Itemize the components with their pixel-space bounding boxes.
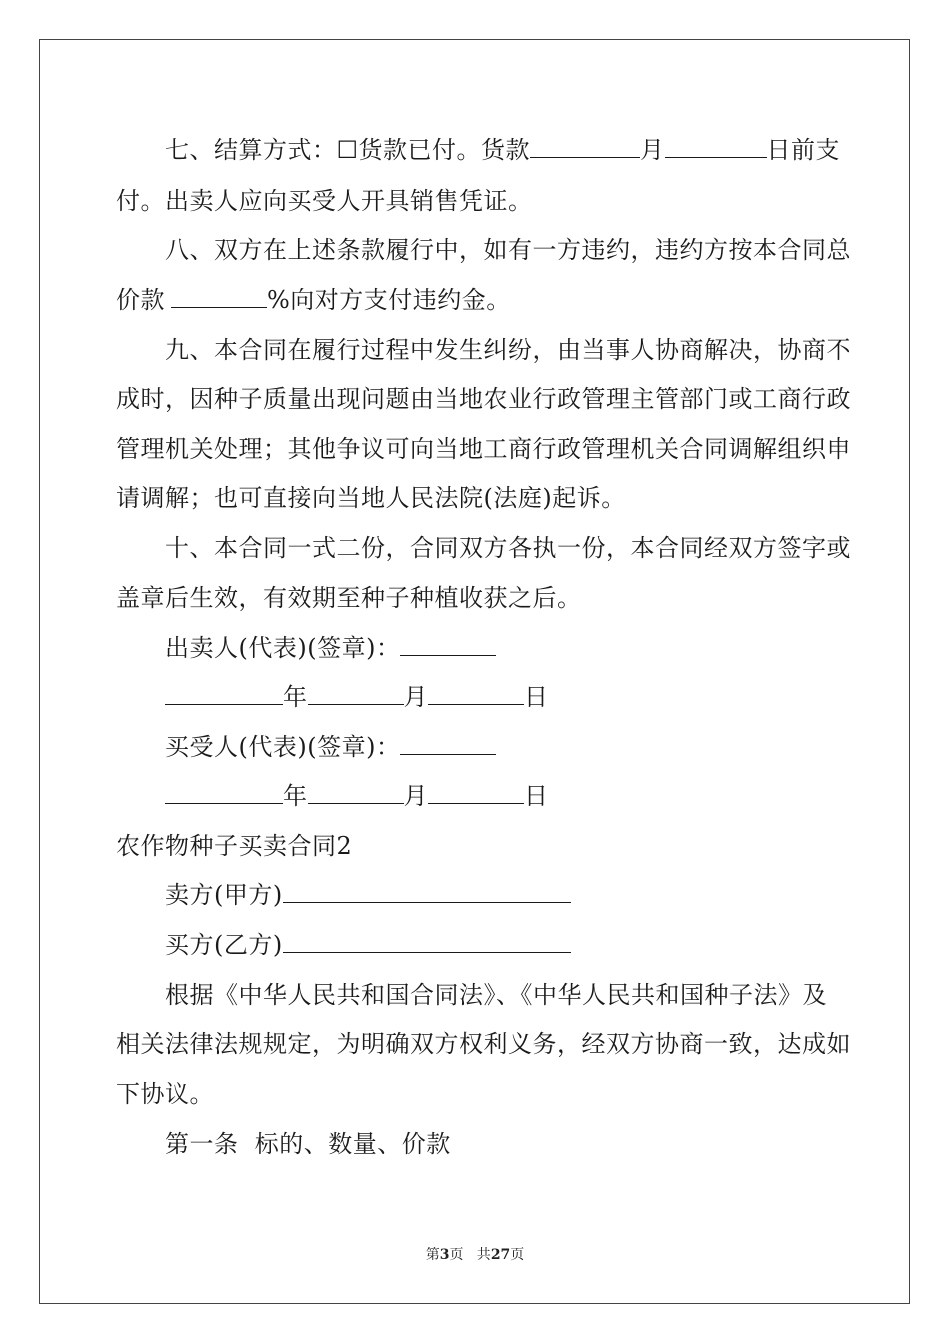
day-blank: [428, 781, 524, 804]
clause-10-line-1: 十、本合同一式二份，合同双方各执一份，本合同经双方签字或: [165, 534, 851, 562]
clause-10-line-2: 盖章后生效，有效期至种子种植收获之后。: [116, 584, 582, 612]
day-label: 日: [524, 683, 549, 711]
party-a-line: [165, 880, 571, 910]
seller-signature-line: [165, 633, 496, 663]
buyer-signature-label: 买受人(代表)(签章)：: [165, 733, 401, 761]
party-b-blank: [283, 930, 571, 953]
year-label: 年: [283, 782, 308, 810]
month-blank: [308, 682, 404, 705]
month-blank: [308, 781, 404, 804]
price-label: 价款: [116, 286, 165, 314]
buyer-signature-line: [165, 732, 496, 762]
article-1-heading: 第一条 标的、数量、价款: [165, 1130, 451, 1158]
clause-8-line-1: 八、双方在上述条款履行中，如有一方违约，违约方按本合同总: [165, 236, 851, 264]
basis-line-3: 下协议。: [116, 1080, 214, 1108]
day-label: 日: [524, 782, 549, 810]
clause-9-line-2: 成时，因种子质量出现问题由当地农业行政管理主管部门或工商行政: [116, 385, 851, 413]
month-label: 月: [403, 782, 428, 810]
party-b-label: 买方(乙方): [165, 931, 283, 959]
day-blank: [428, 682, 524, 705]
page-separator: 页 共: [449, 1247, 491, 1263]
party-a-label: 卖方(甲方): [165, 881, 283, 909]
buyer-date-line: [165, 781, 549, 811]
day-blank: [665, 135, 767, 158]
day-label: 日前支: [766, 136, 841, 164]
clause-9-line-3: 管理机关处理；其他争议可向当地工商行政管理机关合同调解组织申: [116, 435, 851, 463]
seller-date-line: [165, 682, 549, 712]
clause-8-line-2: [116, 285, 511, 315]
month-label: 月: [640, 136, 665, 164]
month-blank: [530, 135, 640, 158]
seller-signature-label: 出卖人(代表)(签章)：: [165, 634, 401, 662]
year-label: 年: [283, 683, 308, 711]
clause-7-line-1: [165, 135, 840, 165]
seller-signature-blank: [400, 633, 496, 656]
penalty-text: %向对方支付违约金。: [267, 286, 511, 314]
basis-line-2: 相关法律法规规定，为明确双方权利义务，经双方协商一致，达成如: [116, 1030, 851, 1058]
current-page: 3: [439, 1247, 450, 1263]
clause-7-text: 货款已付。货款: [358, 136, 531, 164]
total-pages: 27: [490, 1247, 511, 1263]
month-label: 月: [403, 683, 428, 711]
contract-2-title: 农作物种子买卖合同2: [116, 832, 353, 860]
clause-7-heading: 七、结算方式：: [165, 136, 337, 164]
buyer-signature-blank: [400, 732, 496, 755]
checkbox-icon: ☐: [336, 136, 359, 164]
page-prefix: 第: [425, 1247, 440, 1263]
clause-7-line-2: 付。出卖人应向买受人开具销售凭证。: [116, 187, 533, 215]
clause-9-line-1: 九、本合同在履行过程中发生纠纷，由当事人协商解决，协商不: [165, 336, 851, 364]
party-b-line: [165, 930, 571, 960]
basis-line-1: 根据《中华人民共和国合同法》、《中华人民共和国种子法》及: [165, 981, 827, 1009]
year-blank: [165, 682, 283, 705]
year-blank: [165, 781, 283, 804]
page-border: [39, 39, 910, 1304]
page-number-footer: [0, 1246, 950, 1264]
percent-blank: [171, 285, 267, 308]
clause-9-line-4: 请调解；也可直接向当地人民法院(法庭)起诉。: [116, 484, 626, 512]
party-a-blank: [283, 880, 571, 903]
page-suffix: 页: [510, 1247, 525, 1263]
